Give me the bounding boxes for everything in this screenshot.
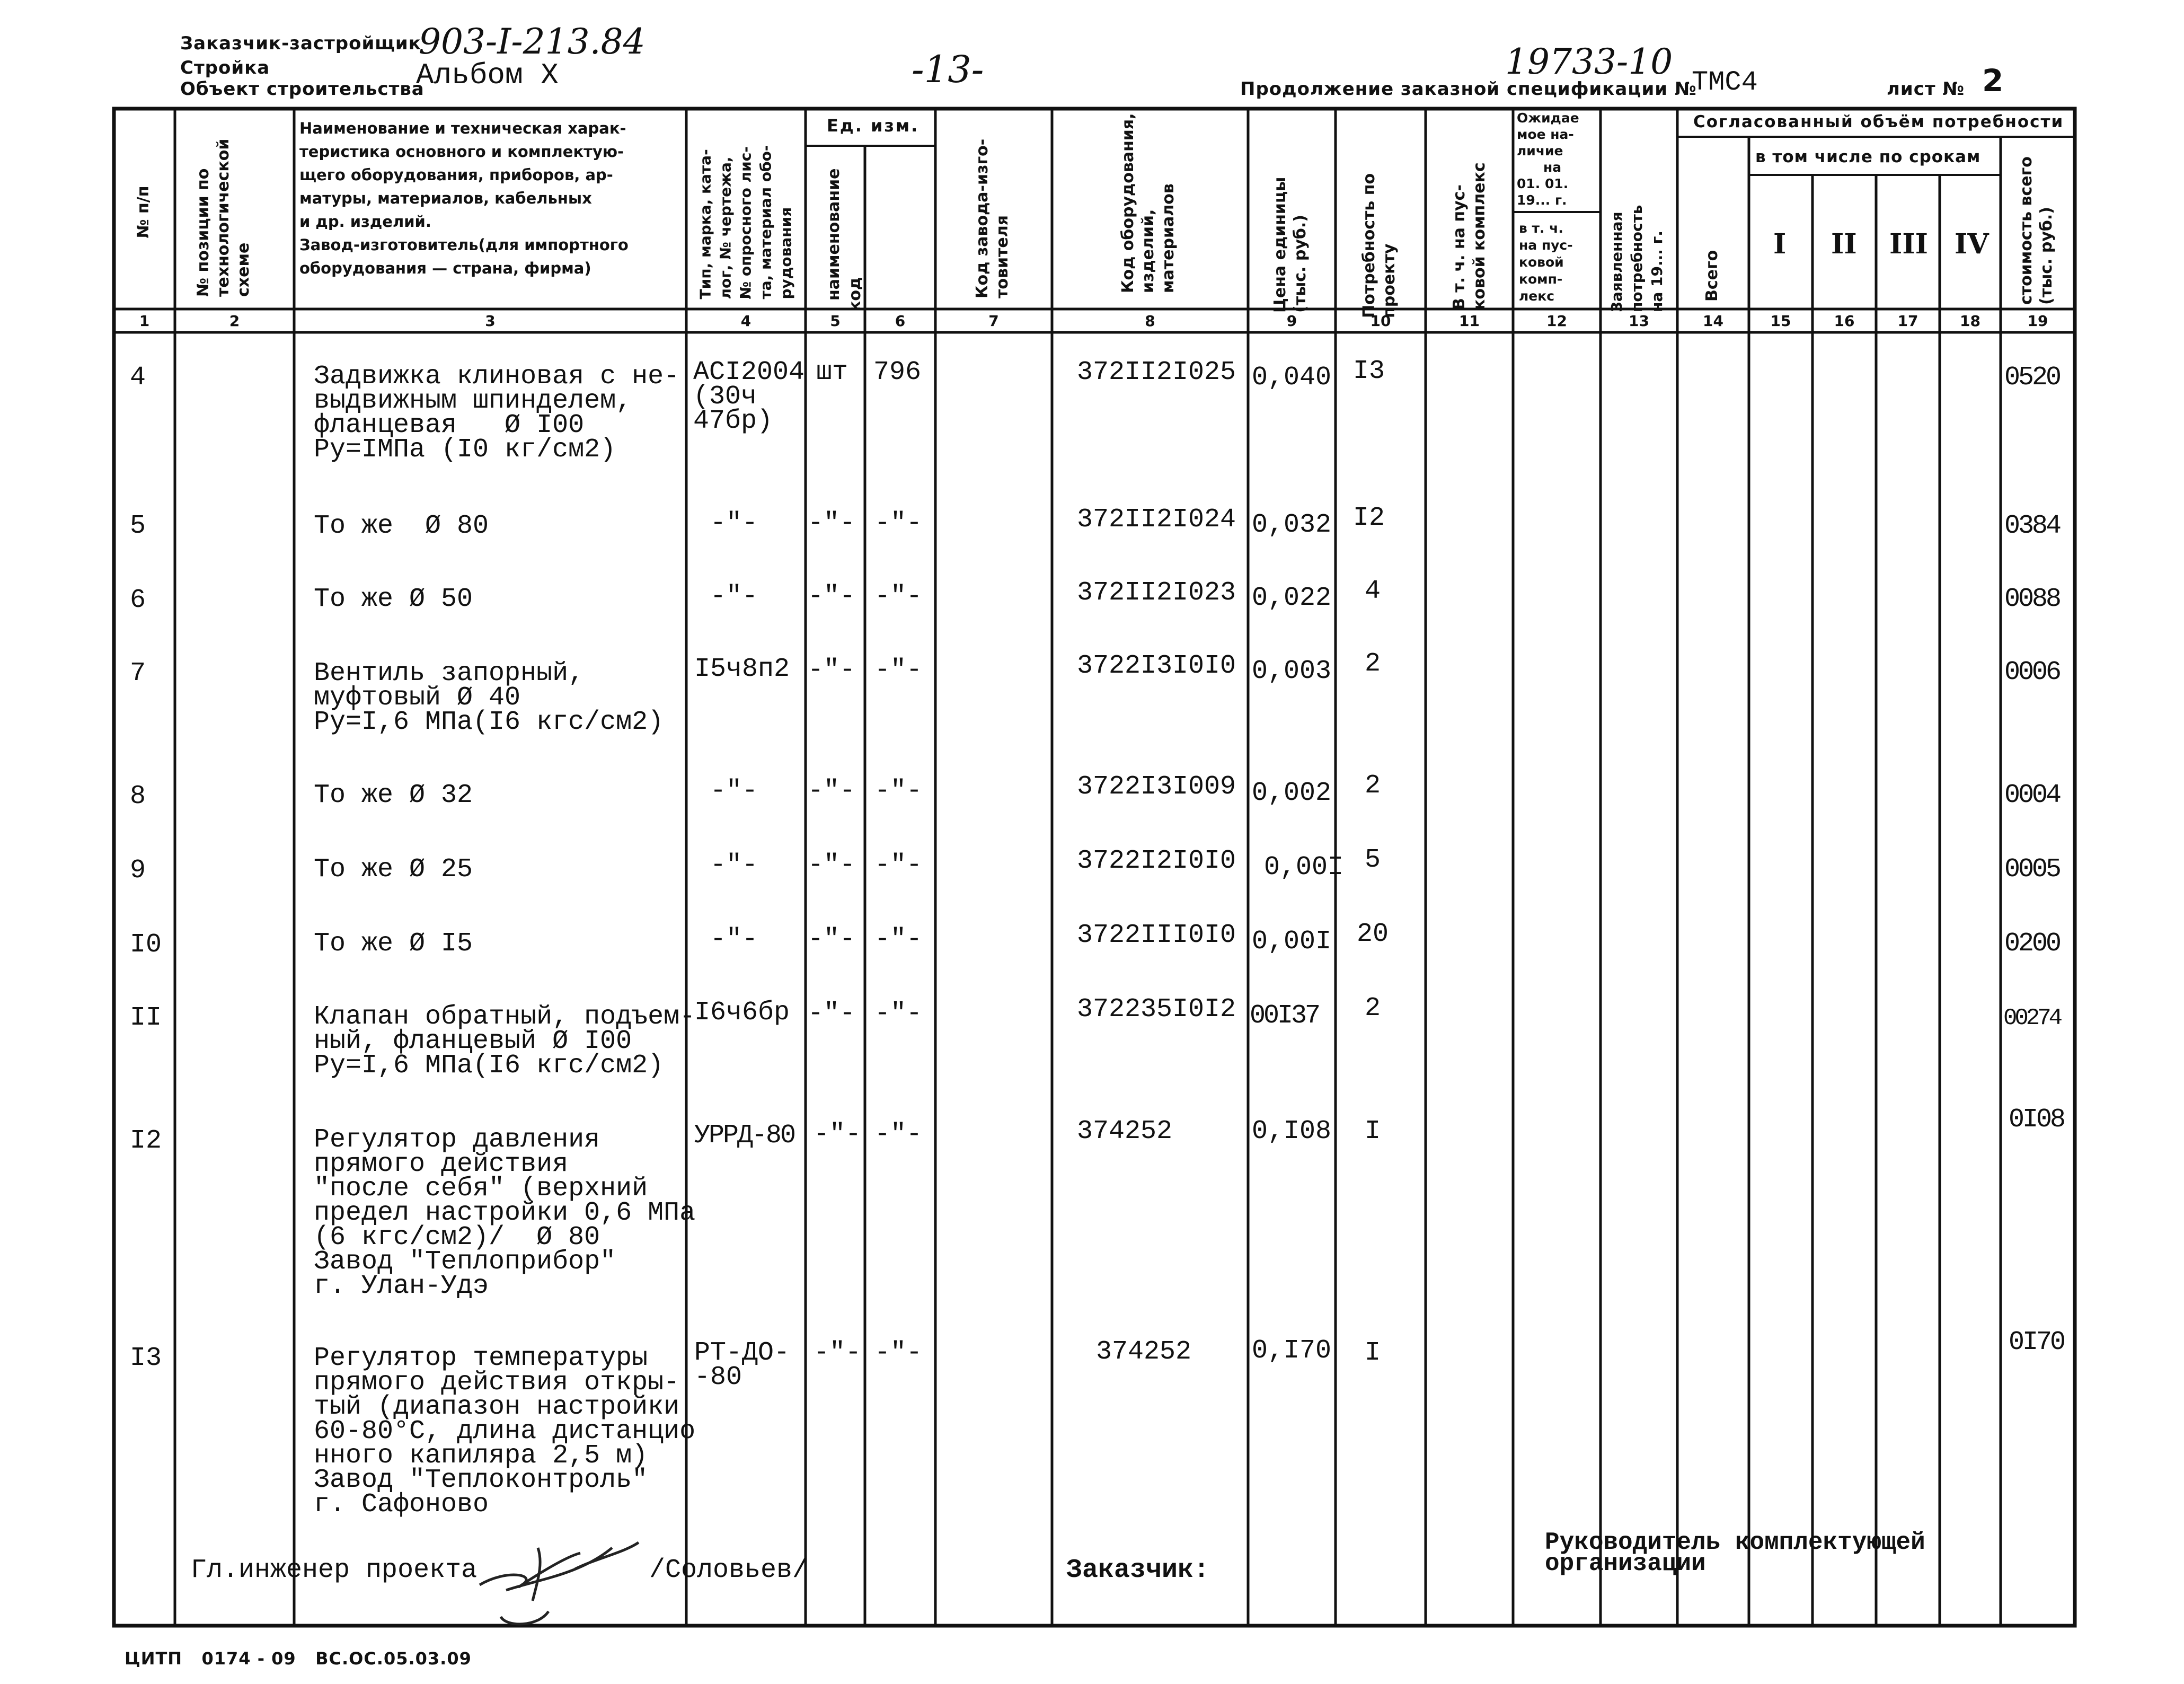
col-header-declared-need: Заявленная потребность на 19... г.	[1608, 205, 1666, 312]
row-unit-code: 796	[873, 357, 922, 387]
row-type: -"-	[710, 581, 758, 612]
row-price: 0,032	[1252, 510, 1332, 540]
row-price: 00I37	[1250, 1001, 1319, 1031]
row-name: Вентиль запорный, муфтовый Ø 40 Ру=I,6 МПа(I6 кгс/см2)	[314, 658, 664, 737]
col-number-8: 8	[1145, 312, 1155, 330]
row-code: 372II2I025	[1077, 357, 1236, 387]
col-header-type: Тип, марка, ката- лог, № чертежа, № опросного лис- та, материал обо- рудования	[696, 145, 795, 299]
row-unit-code: -"-	[874, 850, 923, 880]
row-unit: -"-	[808, 655, 856, 685]
document-stamp: ЦИТП 0174 - 09 ВС.ОС.05.03.09	[125, 1648, 472, 1669]
customer-value: 903-I-213.84	[419, 21, 646, 62]
col-number-7: 7	[988, 312, 999, 330]
row-cost: 0088	[2004, 584, 2060, 614]
row-number: II	[130, 1003, 162, 1033]
col-number-6: 6	[895, 312, 906, 330]
row-price: 0,040	[1252, 363, 1332, 393]
col-group-units: Ед. изм.	[827, 116, 919, 136]
chief-engineer-name: /Соловьев/	[649, 1555, 809, 1585]
row-code: 3722I3I009	[1077, 772, 1236, 802]
row-code: 3722I2I0I0	[1077, 846, 1236, 876]
col-header-plant-code: Код завода-изго- товителя	[973, 138, 1012, 298]
col-number-14: 14	[1703, 312, 1723, 330]
col-number-9: 9	[1286, 312, 1297, 330]
row-number: I3	[130, 1343, 162, 1373]
row-unit-code: -"-	[874, 655, 923, 685]
row-unit: -"-	[808, 924, 856, 955]
row-unit-code: -"-	[874, 776, 923, 806]
row-type: I5ч8п2	[694, 654, 790, 684]
sheet-label: лист №	[1887, 78, 1965, 100]
row-unit: -"-	[808, 999, 856, 1029]
col-number-12: 12	[1546, 312, 1567, 330]
col-number-11: 11	[1459, 312, 1480, 330]
col-header-unit-code: код	[846, 277, 864, 312]
row-qty: 5	[1365, 845, 1381, 875]
row-type: -"-	[710, 776, 758, 806]
row-qty: 4	[1365, 576, 1381, 606]
col-header-total-cost: стоимость всего (тыс. руб.)	[2017, 156, 2056, 305]
col-number-18: 18	[1960, 312, 1980, 330]
row-number: 5	[130, 511, 146, 541]
row-name: То же Ø 80	[314, 511, 489, 541]
col-number-4: 4	[740, 312, 751, 330]
row-qty: I	[1365, 1338, 1381, 1368]
col-header-number: № п/п	[134, 186, 153, 239]
object-label: Объект строительства	[180, 78, 425, 100]
row-qty: 2	[1365, 771, 1381, 801]
col-header-term-1: I	[1773, 228, 1787, 260]
spec-label: Продолжение заказной спецификации №	[1240, 78, 1697, 100]
row-name: Регулятор температуры прямого действия откры- тый (диапазон настройки 60-80°С, длина дистанцио нного капиляра 2,5 м) Завод "Теплоконтроль" г. Сафоново	[314, 1343, 696, 1520]
row-number: I0	[130, 930, 162, 960]
row-number: 8	[130, 781, 146, 812]
col-group-agreed: Согласованный объём потребности	[1693, 112, 2064, 131]
row-unit: -"-	[808, 581, 856, 612]
row-qty: I	[1365, 1116, 1381, 1147]
row-name: Задвижка клиновая с не- выдвижным шпинделем, фланцевая Ø I00 Ру=IМПа (I0 кг/см2)	[314, 362, 680, 465]
signature	[474, 1527, 649, 1633]
row-cost: 0006	[2004, 657, 2060, 687]
row-name: То же Ø 25	[314, 854, 473, 885]
row-cost: 0005	[2004, 854, 2060, 885]
col-header-term-2: II	[1831, 228, 1857, 260]
site-label: Стройка	[180, 57, 270, 78]
row-unit-code: -"-	[874, 924, 923, 955]
row-type: РТ-ДО- -80	[694, 1338, 790, 1392]
col-number-5: 5	[830, 312, 841, 330]
row-price: 0,I70	[1252, 1336, 1332, 1366]
spec-value: ТМС4	[1692, 67, 1758, 98]
col-number-3: 3	[485, 312, 496, 330]
row-qty: I2	[1353, 503, 1385, 533]
row-number: 7	[130, 658, 146, 689]
col-number-17: 17	[1897, 312, 1918, 330]
row-number: 9	[130, 856, 146, 886]
row-cost: 0520	[2004, 363, 2060, 393]
site-value: Альбом X	[416, 58, 559, 92]
page-marker: -13-	[912, 48, 984, 91]
row-name: То же Ø 50	[314, 584, 473, 614]
row-price: 0,002	[1252, 778, 1332, 808]
row-name: Клапан обратный, подъем- ный, фланцевый Ø I00 Ру=I,6 МПа(I6 кгс/см2)	[314, 1002, 696, 1081]
row-cost: 0I70	[2009, 1327, 2064, 1357]
col-number-19: 19	[2027, 312, 2048, 330]
row-code: 372235I0I2	[1077, 994, 1236, 1025]
row-cost: 0I08	[2009, 1105, 2064, 1135]
row-price: 0,003	[1252, 656, 1332, 686]
row-unit: -"-	[814, 1119, 862, 1150]
col-header-unit-name: наименование	[825, 168, 843, 301]
row-price: 0,00I	[1264, 852, 1344, 883]
col-number-16: 16	[1834, 312, 1855, 330]
row-name: То же Ø 32	[314, 780, 473, 810]
row-qty: 20	[1357, 919, 1389, 949]
row-name: Регулятор давления прямого действия "после себя" (верхний предел настройки 0,6 МПа (6 кгс/см2)/ Ø 80 Завод "Теплоприбор" г. Улан-Удэ	[314, 1125, 696, 1301]
row-name: То же Ø I5	[314, 929, 473, 959]
row-code: 3722I3I0I0	[1077, 651, 1236, 681]
row-unit-code: -"-	[874, 1338, 923, 1368]
col-header-project-need: Потребность по проекту	[1360, 173, 1399, 318]
row-code: 374252	[1077, 1116, 1173, 1147]
col-header-expected-stock: Ожидае мое на- личие на 01. 01. 19... г.	[1517, 110, 1579, 208]
row-code: 3722III0I0	[1077, 920, 1236, 950]
col-number-2: 2	[229, 312, 240, 330]
col-number-10: 10	[1370, 312, 1391, 330]
row-cost: 0004	[2004, 780, 2060, 810]
row-unit-code: -"-	[874, 1119, 923, 1150]
row-type: УРРД-80	[694, 1121, 795, 1151]
col-header-total: Всего	[1703, 250, 1721, 302]
row-price: 0,022	[1252, 583, 1332, 613]
row-unit-code: -"-	[874, 508, 923, 539]
row-unit-code: -"-	[874, 581, 923, 612]
chief-engineer-label: Гл.инженер проекта	[191, 1555, 478, 1585]
order-number: 19733-10	[1505, 41, 1673, 82]
row-qty: 2	[1365, 993, 1381, 1024]
row-qty: I3	[1353, 356, 1385, 386]
row-number: 4	[130, 363, 146, 393]
row-code: 374252	[1096, 1337, 1192, 1367]
row-type: -"-	[710, 924, 758, 955]
row-number: I2	[130, 1126, 162, 1156]
customer-signature-label: Заказчик:	[1066, 1555, 1210, 1585]
row-price: 0,00I	[1252, 927, 1332, 957]
col-group-terms: в том числе по срокам	[1755, 147, 1981, 166]
col-header-startup-complex: В т. ч. на пус- ковой комплекс	[1450, 162, 1489, 310]
row-unit-code: -"-	[874, 999, 923, 1029]
head-of-organization-label: Руководитель комплектующей организации	[1545, 1529, 1925, 1577]
row-unit: -"-	[808, 776, 856, 806]
row-type: ACI2004 (30ч 47бр)	[693, 357, 805, 436]
row-qty: 2	[1365, 649, 1381, 679]
row-unit: шт	[816, 357, 848, 387]
col-number-15: 15	[1770, 312, 1791, 330]
col-number-13: 13	[1629, 312, 1649, 330]
row-unit: -"-	[808, 850, 856, 880]
row-unit: -"-	[814, 1338, 862, 1368]
row-cost: 00274	[2003, 1005, 2061, 1031]
sheet-value: 2	[1982, 63, 2004, 99]
row-type: -"-	[710, 508, 758, 539]
col-header-position: № позиции по технологической схеме	[194, 138, 253, 297]
row-number: 6	[130, 585, 146, 615]
col-header-unit-price: Цена единицы (тыс. руб.)	[1271, 177, 1310, 313]
row-code: 372II2I023	[1077, 578, 1236, 608]
col-number-1: 1	[139, 312, 150, 330]
row-type: -"-	[710, 850, 758, 880]
col-header-term-4: IV	[1955, 228, 1989, 260]
row-cost: 0200	[2004, 929, 2060, 959]
customer-label: Заказчик-застройщик	[180, 33, 421, 54]
row-price: 0,I08	[1252, 1116, 1332, 1147]
row-type: I6ч6бр	[694, 998, 790, 1028]
col-header-expected-startup: в т. ч. на пус- ковой комп- лекс	[1519, 221, 1573, 304]
row-code: 372II2I024	[1077, 505, 1236, 535]
row-unit: -"-	[808, 508, 856, 539]
row-cost: 0384	[2004, 511, 2060, 541]
col-header-name: Наименование и техническая харак- теристика основного и комплектую- щего оборудования, приборов, ар- матуры, материалов, кабельных и др. изделий. Завод-изготовитель(для импортного оборудования — страна, фирма)	[299, 119, 629, 277]
col-header-term-3: III	[1889, 228, 1928, 260]
col-header-equipment-code: Код оборудования, изделий, материалов	[1119, 113, 1178, 293]
